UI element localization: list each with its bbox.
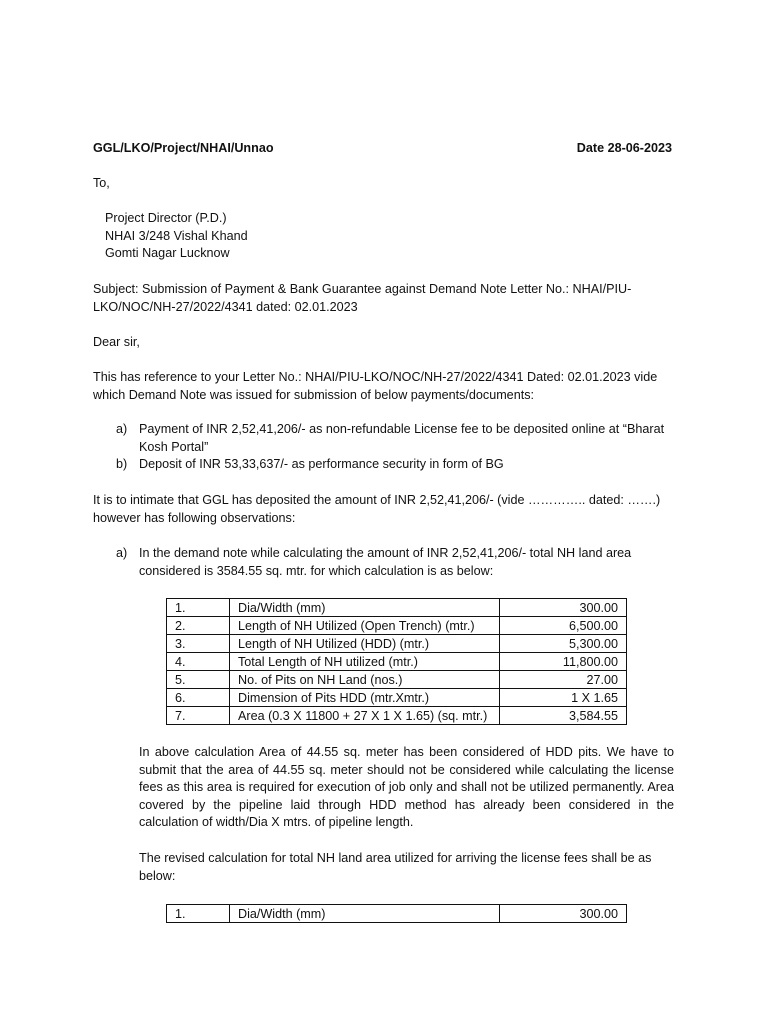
table-row (167, 653, 627, 671)
table-row (167, 599, 627, 617)
table-row (167, 617, 627, 635)
row-description: Length of NH Utilized (HDD) (mtr.) (230, 635, 500, 653)
row-number: 4. (167, 653, 230, 671)
row-value: 3,584.55 (500, 707, 627, 725)
letter-date: Date 28-06-2023 (576, 141, 672, 155)
list-item (116, 421, 676, 456)
row-number: 1. (167, 905, 230, 923)
list-item-text: In the demand note while calculating the amount of INR 2,52,41,206/- total NH land area considered is 3584.55 sq. mtr. for which calculation is as below: (139, 546, 632, 578)
table-row (167, 707, 627, 725)
list-item-text: Payment of INR 2,52,41,206/- as non-refundable License fee to be deposited online at “Bharat Kosh Portal” (139, 422, 665, 454)
intimation-paragraph: It is to intimate that GGL has deposited the amount of INR 2,52,41,206/- (vide ………….. dated: …….) however has following observations: (93, 493, 661, 525)
row-description: Area (0.3 X 11800 + 27 X 1 X 1.65) (sq. mtr.) (230, 707, 500, 725)
row-description: Length of NH Utilized (Open Trench) (mtr.) (230, 617, 500, 635)
row-number: 7. (167, 707, 230, 725)
row-value: 6,500.00 (500, 617, 627, 635)
address-line: Project Director (P.D.) (105, 211, 227, 225)
list-marker: a) (116, 422, 128, 436)
list-marker: a) (116, 546, 128, 560)
subject-line: Subject: Submission of Payment & Bank Guarantee against Demand Note Letter No.: NHAI/PIU-LKO/NOC/NH-27/2022/4341 dated: 02.01.2023 (93, 282, 632, 314)
table-row (167, 689, 627, 707)
row-number: 5. (167, 671, 230, 689)
row-value: 1 X 1.65 (500, 689, 627, 707)
recipient-address (105, 210, 248, 263)
table-row (167, 635, 627, 653)
row-description: Dimension of Pits HDD (mtr.Xmtr.) (230, 689, 500, 707)
row-number: 6. (167, 689, 230, 707)
row-description: Dia/Width (mm) (230, 599, 500, 617)
revised-calculation-intro: The revised calculation for total NH land area utilized for arriving the license fees shall be as below: (139, 851, 652, 883)
revised-calculation-table (166, 904, 627, 923)
observation-paragraph: In above calculation Area of 44.55 sq. meter has been considered of HDD pits. We have to submit that the area of 44.55 sq. meter should not be considered while calculating the license fees as this area is required for execution of job only and shall not be utilized permanently. Area covered by the pipeline laid through HDD method has already been considered in the calculation of width/Dia X mtrs. of pipeline length. (139, 745, 674, 829)
row-value: 27.00 (500, 671, 627, 689)
row-number: 2. (167, 617, 230, 635)
observations-list (116, 545, 676, 580)
list-marker: b) (116, 457, 128, 471)
row-description: No. of Pits on NH Land (nos.) (230, 671, 500, 689)
payments-list (116, 421, 676, 474)
row-number: 1. (167, 599, 230, 617)
list-item-text: Deposit of INR 53,33,637/- as performance security in form of BG (139, 457, 504, 471)
address-line: NHAI 3/248 Vishal Khand (105, 228, 248, 243)
row-value: 300.00 (500, 905, 627, 923)
row-number: 3. (167, 635, 230, 653)
reference-number: GGL/LKO/Project/NHAI/Unnao (93, 141, 274, 155)
row-value: 300.00 (500, 599, 627, 617)
address-line: Gomti Nagar Lucknow (105, 246, 230, 260)
table-row (167, 671, 627, 689)
list-item (116, 456, 676, 474)
to-label: To, (93, 176, 110, 190)
reference-paragraph: This has reference to your Letter No.: NHAI/PIU-LKO/NOC/NH-27/2022/4341 Dated: 02.01.2023 vide which Demand Note was issued for submission of below payments/documents: (93, 370, 658, 402)
list-item (116, 545, 676, 580)
row-description: Total Length of NH utilized (mtr.) (230, 653, 500, 671)
row-description: Dia/Width (mm) (230, 905, 500, 923)
table-row (167, 905, 627, 923)
salutation: Dear sir, (93, 335, 140, 349)
demand-calculation-table (166, 598, 627, 725)
row-value: 11,800.00 (500, 653, 627, 671)
row-value: 5,300.00 (500, 635, 627, 653)
